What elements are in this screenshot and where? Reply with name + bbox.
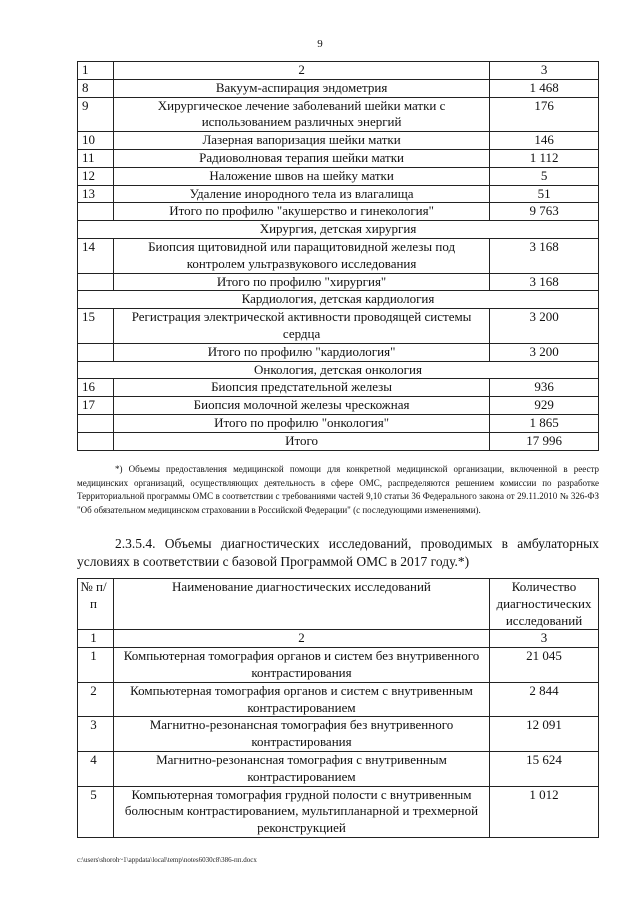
procedure-name: Удаление инородного тела из влагалища: [113, 185, 489, 203]
procedure-name: Биопсия предстательной железы: [113, 379, 489, 397]
procedure-volume: 5: [490, 167, 599, 185]
procedure-volume: 3 200: [490, 309, 599, 344]
procedure-volume: 3 200: [490, 343, 599, 361]
column-number: 2: [113, 630, 489, 648]
procedure-name: Наложение швов на шейку матки: [113, 167, 489, 185]
table-row: [78, 379, 599, 397]
table-row: [78, 786, 599, 837]
study-name: Магнитно-резонансная томография с внутривенным контрастированием: [113, 751, 489, 786]
procedure-volume: 146: [490, 132, 599, 150]
section-title: Онкология, детская онкология: [78, 361, 599, 379]
procedures-table: [77, 61, 599, 451]
study-name: Компьютерная томография органов и систем без внутривенного контрастирования: [113, 648, 489, 683]
row-number: 15: [78, 309, 114, 344]
row-number: 3: [78, 717, 114, 752]
table-row: [78, 432, 599, 450]
column-number: 3: [490, 630, 599, 648]
row-number: [78, 343, 114, 361]
row-number: [78, 273, 114, 291]
table-row: [78, 238, 599, 273]
table-row: [78, 97, 599, 132]
procedure-name: Итого: [113, 432, 489, 450]
row-number: 1: [78, 648, 114, 683]
section-row: [78, 221, 599, 239]
table-row: [78, 397, 599, 415]
row-number: 17: [78, 397, 114, 415]
table-numbering-row: [78, 630, 599, 648]
study-count: 12 091: [490, 717, 599, 752]
header-value: Количество диагностических исследований: [490, 579, 599, 630]
procedure-volume: 3 168: [490, 238, 599, 273]
study-count: 1 012: [490, 786, 599, 837]
row-number: 4: [78, 751, 114, 786]
table-row: [78, 185, 599, 203]
row-number: 12: [78, 167, 114, 185]
procedure-name: Лазерная вапоризация шейки матки: [113, 132, 489, 150]
table-header-row: [78, 62, 599, 80]
table-row: [78, 682, 599, 717]
procedure-volume: 1 865: [490, 414, 599, 432]
table-row: [78, 149, 599, 167]
procedure-volume: 936: [490, 379, 599, 397]
procedure-name: Регистрация электрической активности проводящей системы сердца: [113, 309, 489, 344]
procedure-volume: 1 112: [490, 149, 599, 167]
page-number: 9: [317, 38, 323, 50]
procedure-name: Биопсия молочной железы чрескожная: [113, 397, 489, 415]
procedure-name: Радиоволновая терапия шейки матки: [113, 149, 489, 167]
table-row: [78, 717, 599, 752]
study-name: Магнитно-резонансная томография без внутривенного контрастирования: [113, 717, 489, 752]
column-number: 1: [78, 630, 114, 648]
row-number: 11: [78, 149, 114, 167]
row-number: [78, 203, 114, 221]
file-path: c:\users\shoroh~1\appdata\local\temp\notes6030c8\386-пп.docx: [77, 856, 257, 864]
section-row: [78, 361, 599, 379]
table-row: [78, 79, 599, 97]
section-row: [78, 291, 599, 309]
row-number: 2: [78, 682, 114, 717]
section-title: Хирургия, детская хирургия: [78, 221, 599, 239]
procedure-name: Итого по профилю "акушерство и гинекология": [113, 203, 489, 221]
row-number: 14: [78, 238, 114, 273]
study-count: 2 844: [490, 682, 599, 717]
procedure-name: Итого по профилю "онкология": [113, 414, 489, 432]
procedure-name: Вакуум-аспирация эндометрия: [113, 79, 489, 97]
procedure-volume: 3 168: [490, 273, 599, 291]
row-number: 9: [78, 97, 114, 132]
procedure-name: Хирургическое лечение заболеваний шейки матки с использованием различных энергий: [113, 97, 489, 132]
table-header-row: [78, 579, 599, 630]
procedure-name: Биопсия щитовидной или паращитовидной железы под контролем ультразвукового исследования: [113, 238, 489, 273]
table-row: [78, 273, 599, 291]
procedure-volume: 51: [490, 185, 599, 203]
column-number: 1: [78, 62, 114, 80]
diagnostics-table: [77, 578, 599, 838]
procedure-volume: 1 468: [490, 79, 599, 97]
table-row: [78, 167, 599, 185]
header-number: № п/п: [78, 579, 114, 630]
row-number: [78, 432, 114, 450]
row-number: 8: [78, 79, 114, 97]
study-count: 21 045: [490, 648, 599, 683]
study-name: Компьютерная томография грудной полости с внутривенным болюсным контрастированием, мультипланарной и трехмерной реконструкцией: [113, 786, 489, 837]
section-title: Кардиология, детская кардиология: [78, 291, 599, 309]
table-row: [78, 309, 599, 344]
row-number: [78, 414, 114, 432]
section-heading: 2.3.5.4. Объемы диагностических исследований, проводимых в амбулаторных условиях в соответствии с базовой Программой ОМС в 2017 году.*): [77, 536, 599, 569]
column-number: 3: [490, 62, 599, 80]
procedure-volume: 17 996: [490, 432, 599, 450]
table-row: [78, 648, 599, 683]
footnote: *) Объемы предоставления медицинской помощи для конкретной медицинской организации, включенной в реестр медицинских организаций, осуществляющих деятельность в сфере ОМС, распределяются решением комиссии по разработке Территориальной программы ОМС в соответствии с требованиями частей 9,10 статьи 36 Федерального закона от 29.11.2010 № 326-ФЗ "Об обязательном медицинском страховании в Российской Федерации" (с последующими изменениями).: [77, 464, 599, 515]
column-number: 2: [113, 62, 489, 80]
table-row: [78, 751, 599, 786]
row-number: 5: [78, 786, 114, 837]
table-row: [78, 414, 599, 432]
procedure-volume: 9 763: [490, 203, 599, 221]
table-row: [78, 132, 599, 150]
procedure-name: Итого по профилю "хирургия": [113, 273, 489, 291]
procedure-name: Итого по профилю "кардиология": [113, 343, 489, 361]
row-number: 13: [78, 185, 114, 203]
study-name: Компьютерная томография органов и систем с внутривенным контрастированием: [113, 682, 489, 717]
table-row: [78, 343, 599, 361]
procedure-volume: 176: [490, 97, 599, 132]
header-name: Наименование диагностических исследований: [113, 579, 489, 630]
row-number: 10: [78, 132, 114, 150]
table-row: [78, 203, 599, 221]
row-number: 16: [78, 379, 114, 397]
study-count: 15 624: [490, 751, 599, 786]
procedure-volume: 929: [490, 397, 599, 415]
